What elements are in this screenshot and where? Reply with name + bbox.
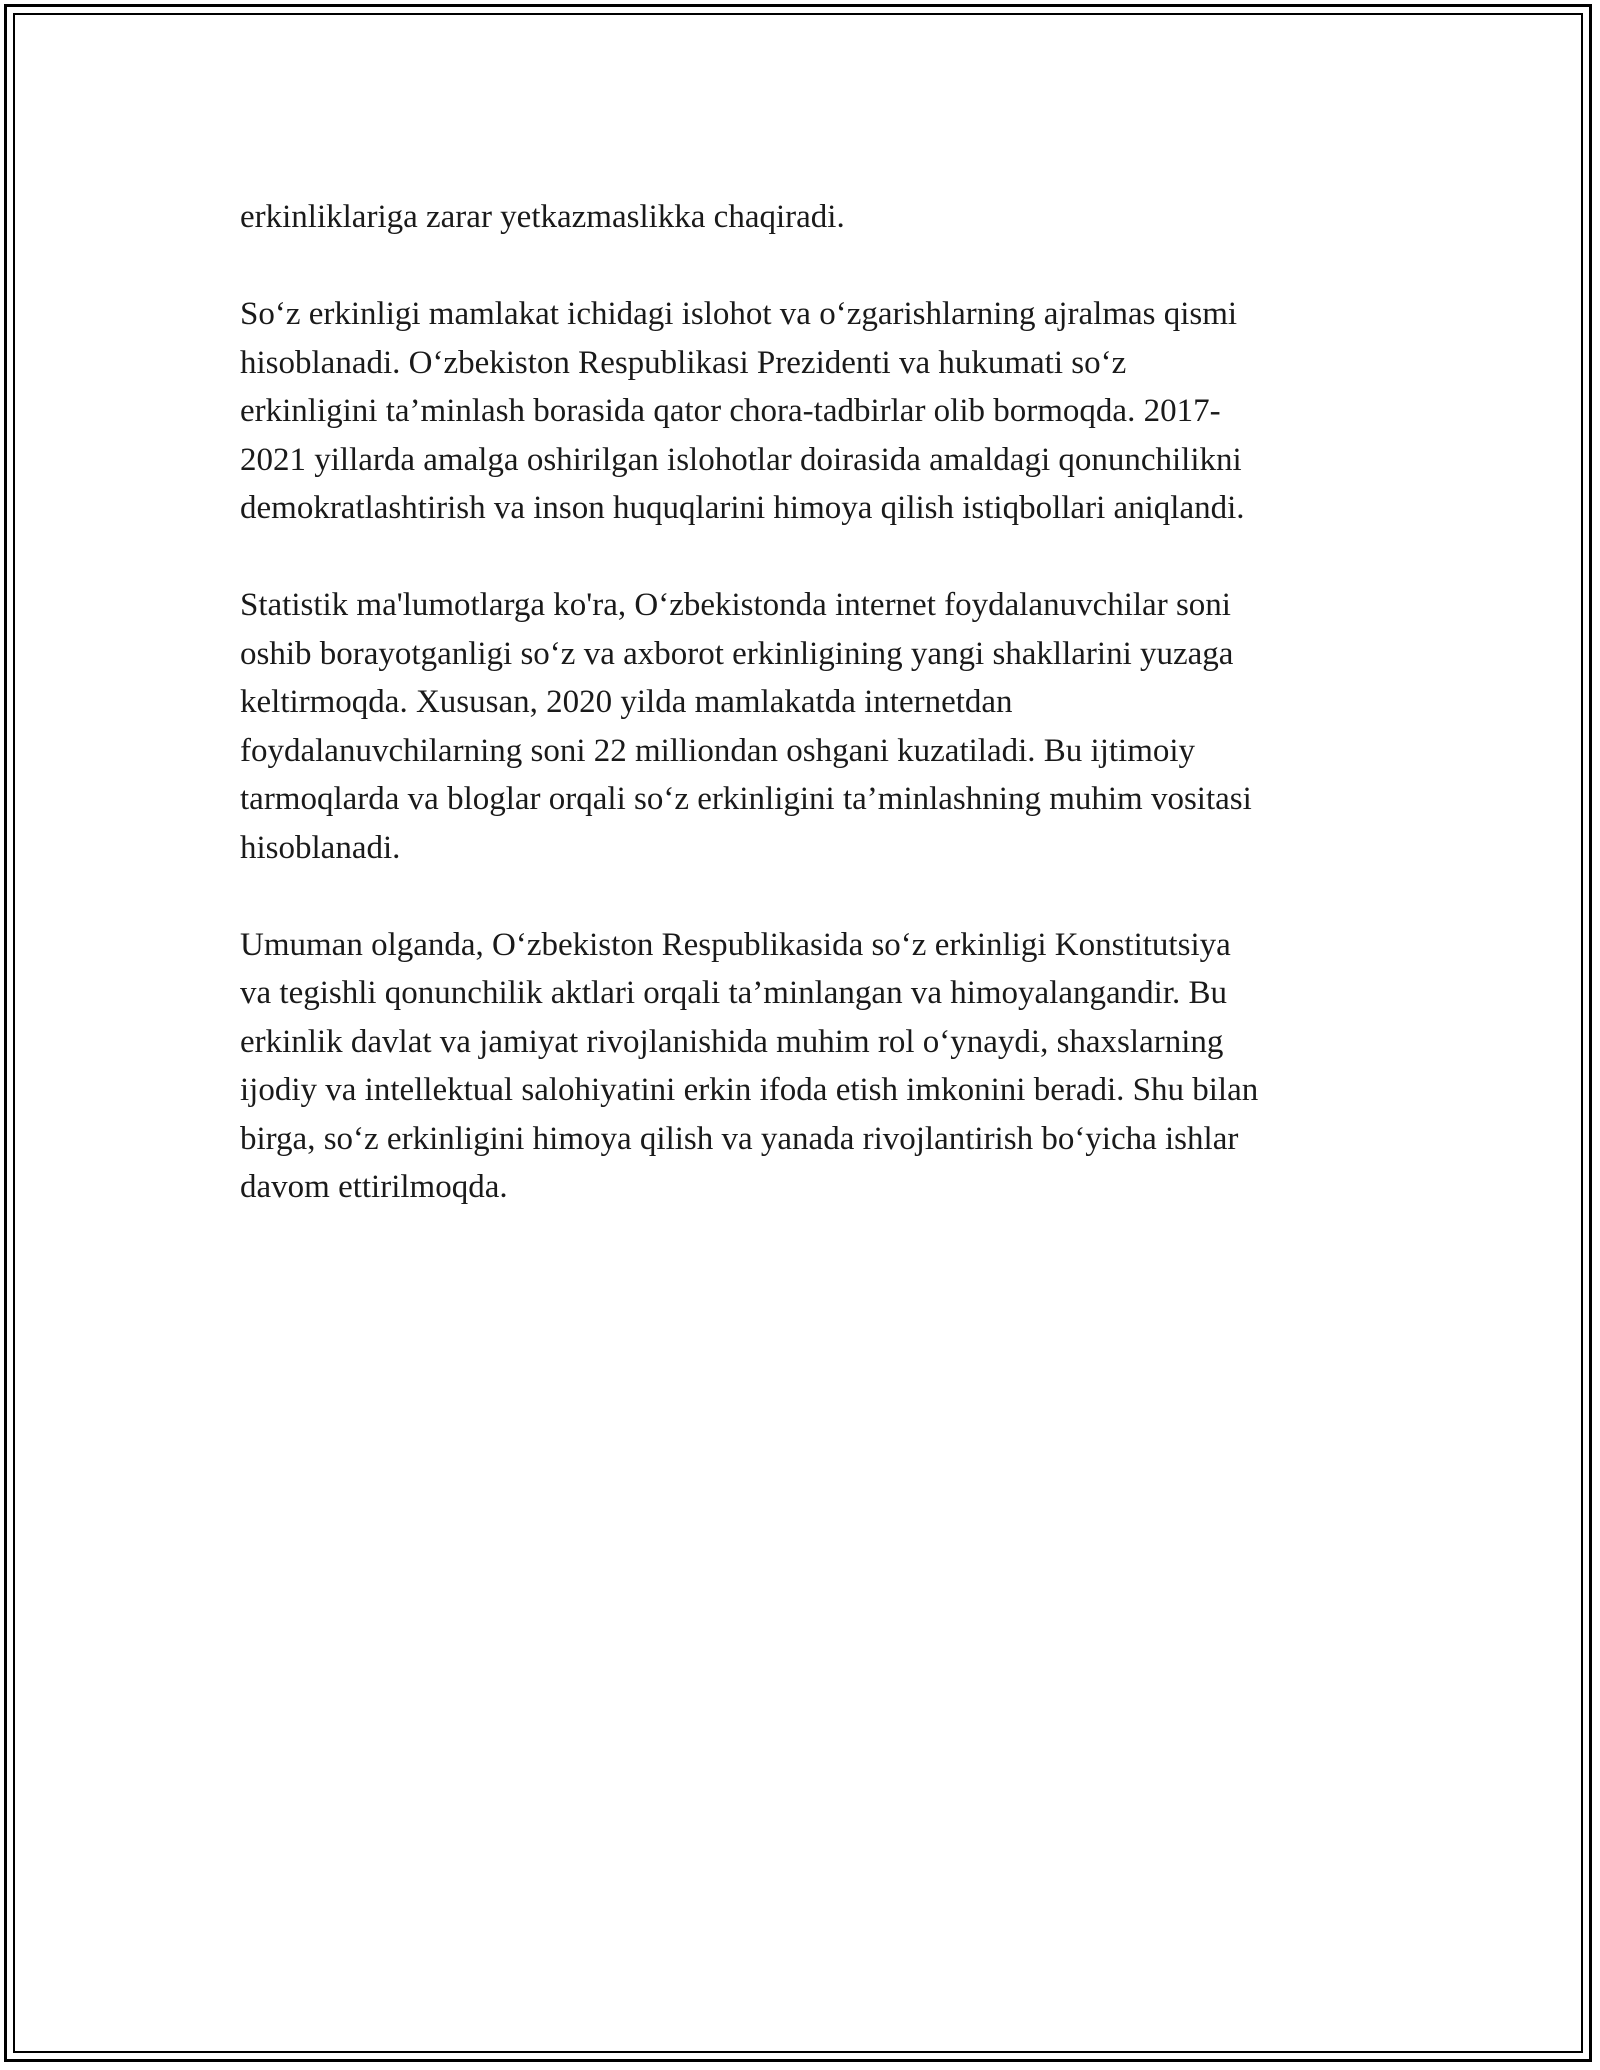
text-line: birga, so‘z erkinligini himoya qilish va yanada rivojlantirish bo‘yicha ishlar (240, 1120, 1239, 1157)
text-line: oshib borayotganligi so‘z va axborot erkinligining yangi shakllarini yuzaga (240, 635, 1234, 672)
text-line: ijodiy va intellektual salohiyatini erkin ifoda etish imkonini beradi. Shu bilan (240, 1072, 1259, 1108)
text-line: 2021 yillarda amalga oshirilgan islohotlar doirasida amaldagi qonunchilikni (240, 441, 1242, 478)
text-line: davom ettirilmoqda. (240, 1169, 508, 1205)
text-line: hisoblanadi. (240, 829, 401, 866)
text-line: tarmoqlarda va bloglar orqali so‘z erkinligini ta’minlashning muhim vositasi (240, 781, 1252, 817)
paragraph-2 (240, 290, 1400, 533)
paragraph-3 (240, 581, 1400, 872)
text-line: hisoblanadi. O‘zbekiston Respublikasi Prezidenti va hukumati so‘z (240, 344, 1127, 381)
text-line: erkinligini ta’minlash borasida qator chora-tadbirlar olib bormoqda. 2017- (240, 393, 1221, 429)
document-body (240, 193, 1400, 1260)
text-line: Umuman olganda, O‘zbekiston Respublikasida so‘z erkinligi Konstitutsiya (240, 926, 1231, 963)
text-line: erkinlik davlat va jamiyat rivojlanishida muhim rol o‘ynaydi, shaxslarning (240, 1023, 1224, 1060)
text-line: Statistik ma'lumotlarga ko'ra, O‘zbekistonda internet foydalanuvchilar soni (240, 587, 1231, 623)
text-line: demokratlashtirish va inson huquqlarini himoya qilish istiqbollari aniqlandi. (240, 490, 1245, 526)
text-line: foydalanuvchilarning soni 22 milliondan oshgani kuzatiladi. Bu ijtimoiy (240, 732, 1196, 769)
text-line: va tegishli qonunchilik aktlari orqali ta’minlangan va himoyalangandir. Bu (240, 975, 1228, 1011)
paragraph-1 (240, 193, 1400, 242)
text-line: So‘z erkinligi mamlakat ichidagi islohot va o‘zgarishlarning ajralmas qismi (240, 296, 1238, 332)
text-line: erkinliklariga zarar yetkazmaslikka chaqiradi. (240, 199, 845, 235)
text-line: keltirmoqda. Xususan, 2020 yilda mamlakatda internetdan (240, 684, 1013, 720)
paragraph-4 (240, 921, 1400, 1212)
page-frame (4, 4, 1592, 2062)
